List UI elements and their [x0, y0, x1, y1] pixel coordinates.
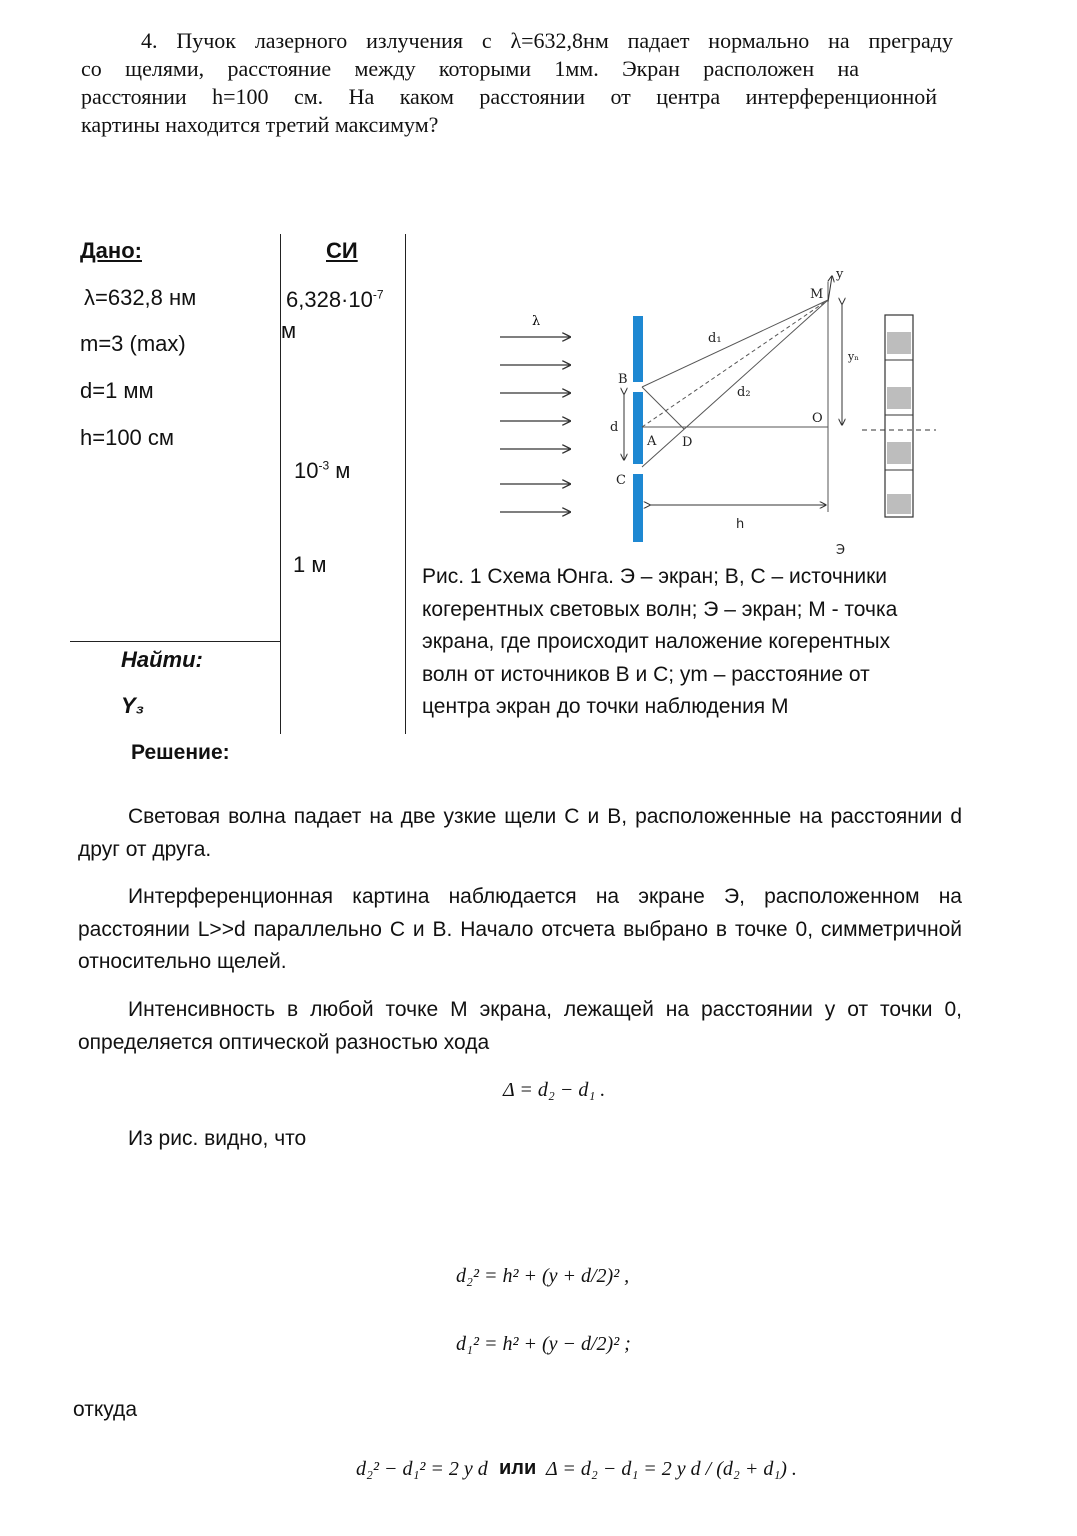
- caption-line-4: волн от источников В и С; ym – расстояние от: [422, 662, 870, 686]
- solution-p5: откуда: [73, 1398, 137, 1421]
- incident-light-arrows: [500, 337, 570, 512]
- given-divider-1: [280, 234, 281, 734]
- ray-lines: [642, 282, 828, 512]
- slit-barrier: [633, 316, 643, 542]
- label-M: M: [810, 287, 824, 302]
- label-B: B: [618, 372, 628, 387]
- label-d1: d₁: [708, 331, 722, 346]
- solution-p2-block: [78, 881, 962, 979]
- problem-line-1: 4. Пучок лазерного излучения с λ=632,8нм падает нормально на преграду: [141, 28, 953, 53]
- formula-d1-squared: d₁² = h² + (y − d/2)² ;: [456, 1333, 631, 1355]
- formula-delta: Δ = d₂ − d₁ .: [503, 1079, 606, 1101]
- solution-p3-block: [78, 994, 962, 1059]
- formula-difference: d₂² − d₁² = 2 y d: [356, 1458, 488, 1480]
- label-y: y: [836, 267, 844, 282]
- find-value: Y₃: [121, 693, 145, 718]
- formula-or: или: [499, 1457, 537, 1479]
- label-h: h: [736, 517, 745, 532]
- si-d-exp: -3: [318, 458, 330, 473]
- solution-p1-block: [78, 801, 962, 866]
- lambda-label: λ: [532, 314, 541, 329]
- si-lambda: [286, 287, 384, 313]
- solution-header: Решение:: [131, 741, 230, 764]
- given-header: Дано:: [80, 238, 142, 263]
- figure-caption: [422, 561, 962, 724]
- caption-line-5: центра экран до точки наблюдения М: [422, 695, 789, 718]
- label-O: O: [812, 411, 823, 426]
- given-divider-2: [405, 234, 406, 734]
- solution-p1: Световая волна падает на две узкие щели С и В, расположенные на расстоянии d друг от друга.: [78, 805, 962, 861]
- y-axis-arrow: [828, 276, 832, 302]
- si-d-base: 10: [294, 458, 319, 483]
- solution-p3: Интенсивность в любой точке М экрана, лежащей на расстоянии y от точки 0, определяется оптической разностью хода: [78, 998, 962, 1054]
- si-header: СИ: [326, 238, 358, 263]
- caption-line-2: когерентных световых волн; Э – экран; М - точка: [422, 597, 898, 621]
- young-scheme-figure: [490, 262, 950, 562]
- problem-line-3: расстоянии h=100 см. На каком расстоянии от центра интерференционной: [81, 84, 937, 109]
- label-screen: Э: [836, 543, 846, 558]
- formula-delta-result: Δ = d₂ − d₁ = 2 y d / (d₂ + d₁) .: [546, 1458, 797, 1480]
- si-lambda-mantissa: 6,328·10: [286, 287, 373, 312]
- problem-statement: [81, 27, 953, 139]
- si-h: 1 м: [293, 552, 327, 577]
- given-d: d=1 мм: [80, 378, 154, 403]
- solution-p2: Интерференционная картина наблюдается на экране Э, расположенном на расстоянии L>>d параллельно С и В. Начало отсчета выбрано в точке 0, симметричной относительно щелей.: [78, 885, 962, 973]
- formula-d2-squared: d₂² = h² + (y + d/2)² ,: [456, 1265, 630, 1287]
- problem-line-4: картины находится третий максимум?: [81, 112, 439, 137]
- caption-line-1: Рис. 1 Схема Юнга. Э – экран; B, C – источники: [422, 565, 888, 588]
- label-d: d: [610, 420, 619, 435]
- si-d: [294, 458, 350, 484]
- label-C: C: [616, 473, 626, 488]
- si-d-unit: м: [329, 458, 351, 483]
- label-A: A: [647, 434, 657, 449]
- interference-pattern: [885, 315, 913, 517]
- label-d2: d₂: [737, 385, 751, 400]
- label-yn: yₙ: [848, 350, 859, 363]
- caption-line-3: экрана, где происходит наложение когерентных: [422, 630, 891, 653]
- given-m: m=3 (max): [80, 331, 186, 356]
- solution-p4: Из рис. видно, что: [128, 1127, 307, 1150]
- given-h: h=100 см: [80, 425, 175, 450]
- si-lambda-unit: м: [281, 318, 297, 343]
- find-header: Найти:: [121, 647, 203, 672]
- given-lambda: λ=632,8 нм: [84, 285, 197, 310]
- problem-line-2: со щелями, расстояние между которыми 1мм. Экран расположен на: [81, 56, 859, 81]
- si-lambda-exp: -7: [372, 287, 384, 302]
- label-D: D: [682, 435, 693, 450]
- given-find-divider: [70, 641, 280, 642]
